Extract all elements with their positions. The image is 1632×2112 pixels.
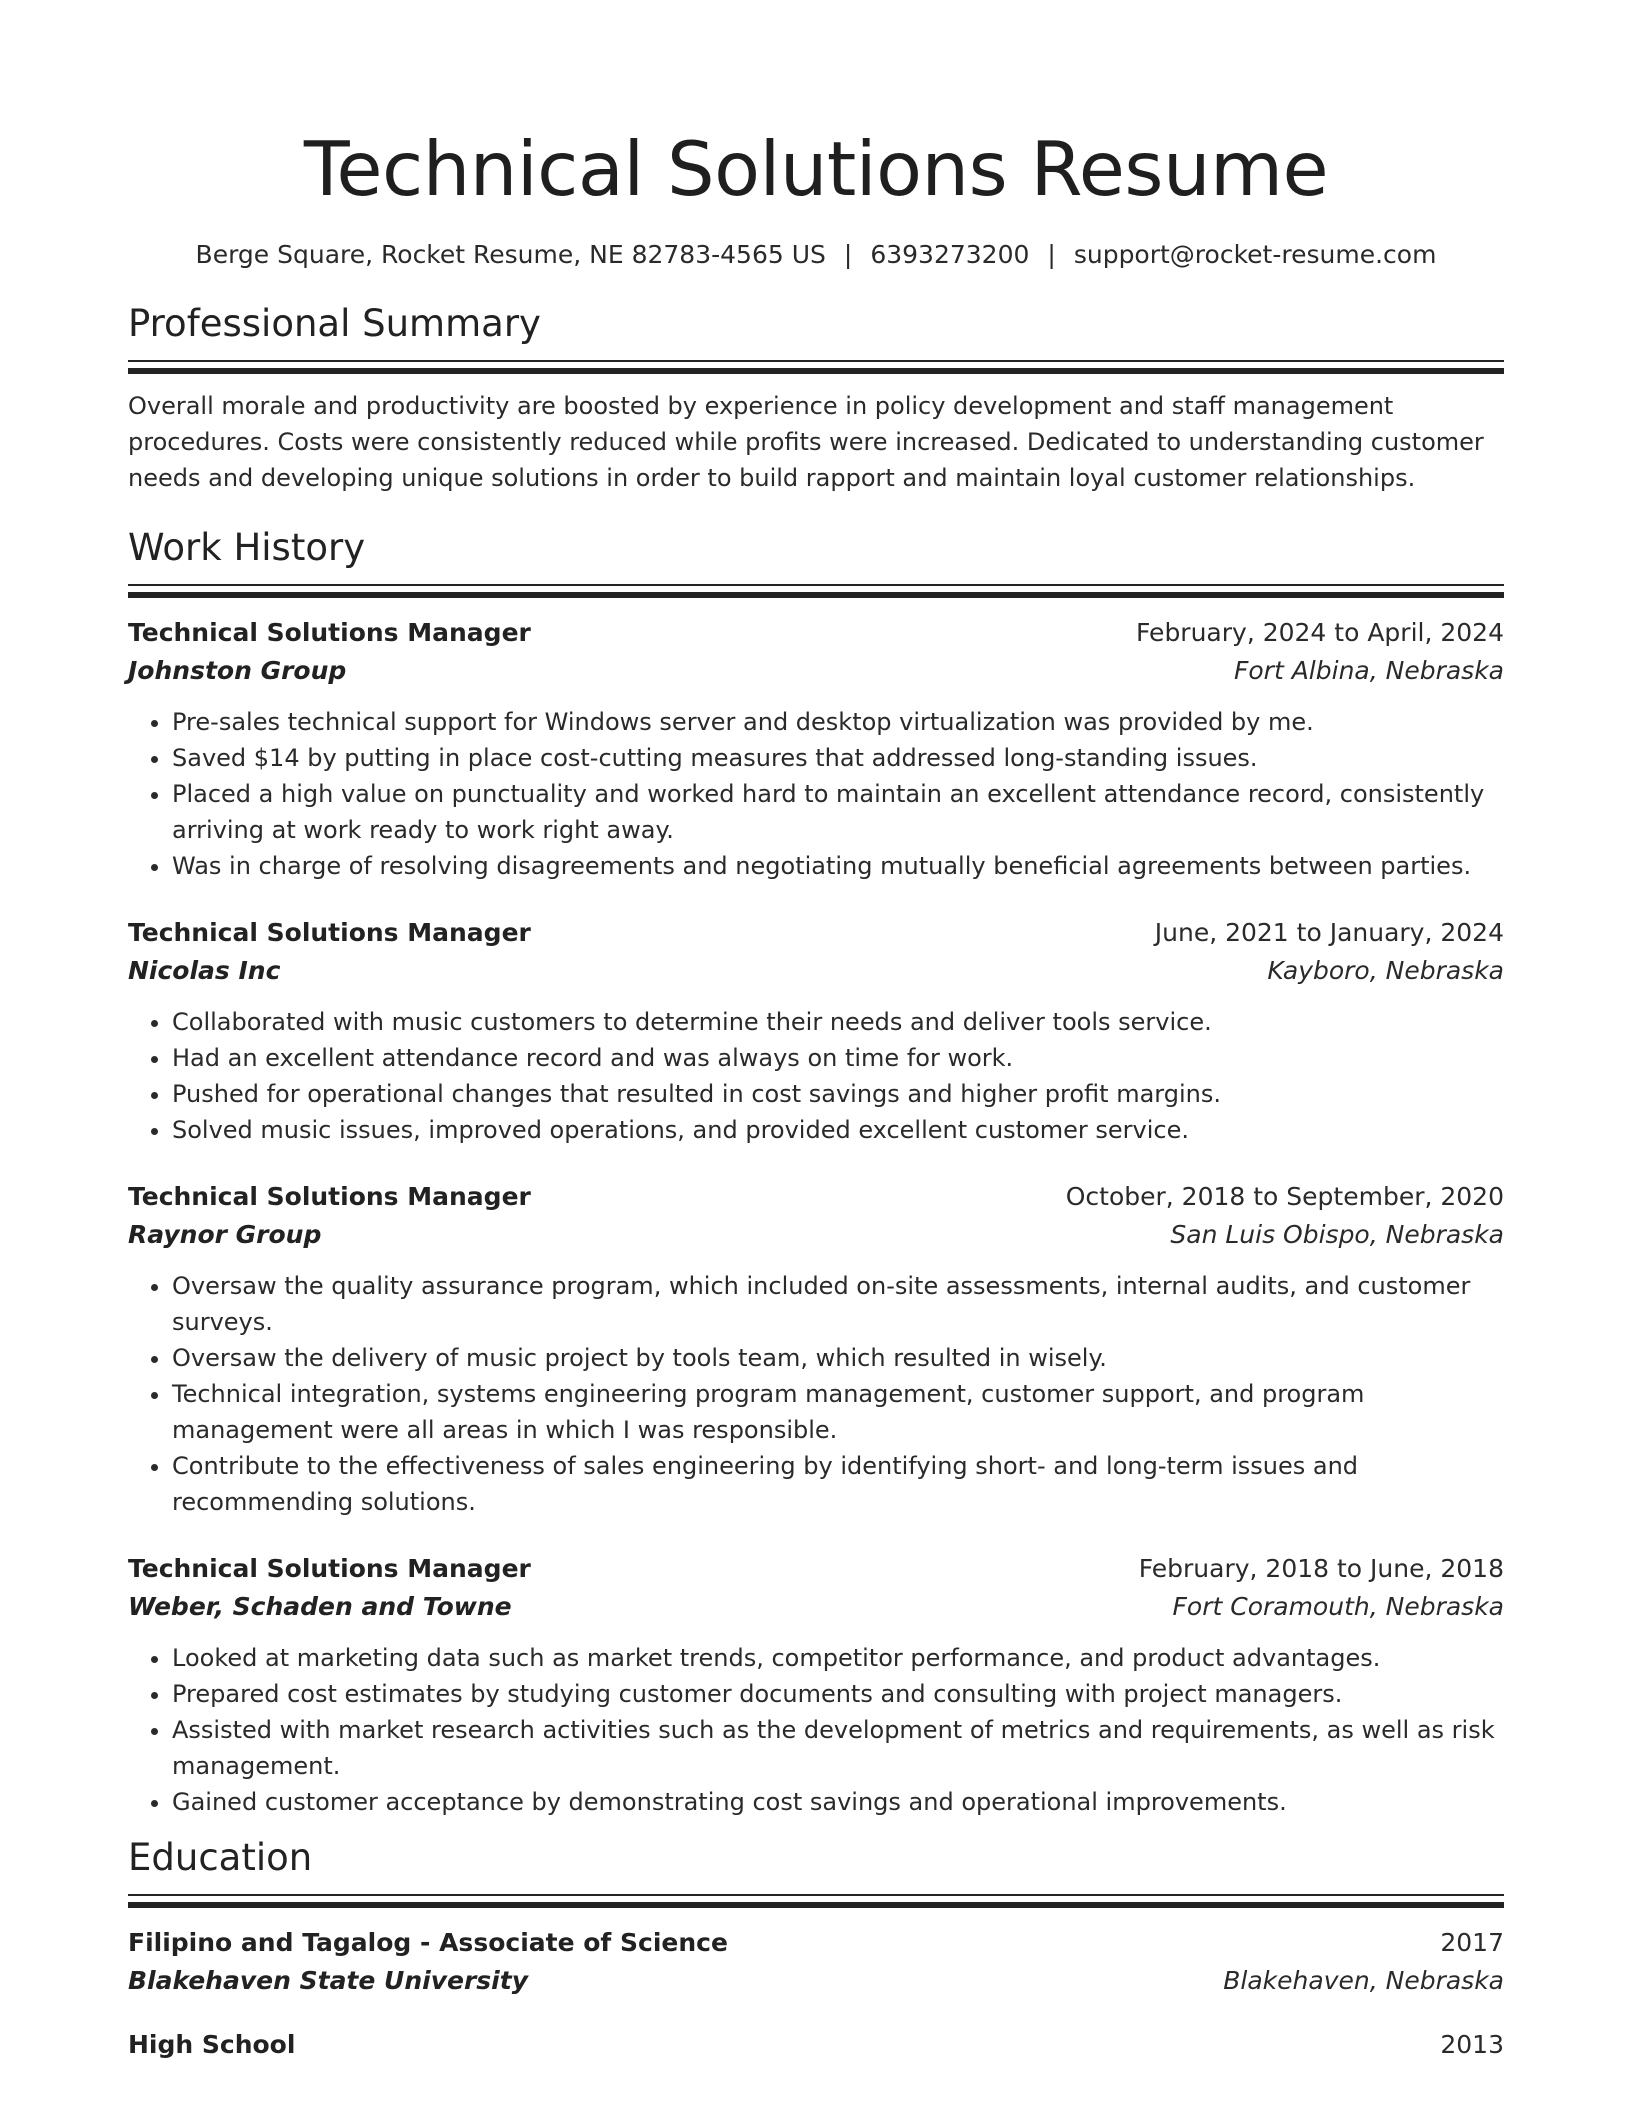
contact-separator: | (843, 240, 853, 269)
job-dates: June, 2021 to January, 2024 (1154, 918, 1504, 947)
education-section (128, 1834, 1504, 2064)
section-divider-thick (128, 592, 1504, 598)
job-title: Technical Solutions Manager (128, 618, 531, 647)
contact-email: support@rocket-resume.com (1073, 240, 1437, 269)
contact-phone: 6393273200 (870, 240, 1030, 269)
education-school-row (128, 1962, 1504, 2000)
job-location: Fort Coramouth, Nebraska (1172, 1592, 1504, 1621)
education-header-row (128, 2026, 1504, 2064)
job-bullet: • Solved music issues, improved operations, and provided excellent customer service. (172, 1112, 1504, 1148)
section-divider (128, 1894, 1504, 1896)
job-bullet: • Saved $14 by putting in place cost-cutting measures that addressed long-standing issues. (172, 740, 1504, 776)
job-dates: October, 2018 to September, 2020 (1065, 1182, 1504, 1211)
section-divider (128, 584, 1504, 586)
job-header-row (128, 614, 1504, 652)
resume-page (128, 0, 1504, 2064)
contact-line (128, 238, 1504, 272)
education-header-row (128, 1924, 1504, 1962)
job-bullet: • Pushed for operational changes that resulted in cost savings and higher profit margins. (172, 1076, 1504, 1112)
job-title: Technical Solutions Manager (128, 918, 531, 947)
job-bullet: • Gained customer acceptance by demonstrating cost savings and operational improvements. (172, 1784, 1504, 1820)
job-dates: February, 2024 to April, 2024 (1136, 618, 1504, 647)
education-entry (128, 2026, 1504, 2064)
job-title: Technical Solutions Manager (128, 1182, 531, 1211)
degree-title: Filipino and Tagalog - Associate of Science (128, 1928, 728, 1957)
job-bullet: • Oversaw the delivery of music project by tools team, which resulted in wisely. (172, 1340, 1504, 1376)
job-title: Technical Solutions Manager (128, 1554, 531, 1583)
section-title-work-history: Work History (128, 526, 366, 569)
job-bullet: • Pre-sales technical support for Windows server and desktop virtualization was provided by me. (172, 704, 1504, 740)
graduation-year: 2013 (1440, 2030, 1504, 2059)
job-bullet: • Oversaw the quality assurance program, which included on-site assessments, internal audits, and customer surveys. (172, 1268, 1504, 1340)
job-location: Kayboro, Nebraska (1267, 956, 1504, 985)
job-entry (128, 914, 1504, 1148)
job-bullet-list (128, 1268, 1504, 1520)
job-bullet: • Contribute to the effectiveness of sales engineering by identifying short- and long-term issues and recommending solutions. (172, 1448, 1504, 1520)
section-divider-thick (128, 1902, 1504, 1908)
summary-text: Overall morale and productivity are boosted by experience in policy development and staff management procedures. Costs were consistently reduced while profits were increased. Dedicated to understanding customer needs and developing unique solutions in order to build rapport and maintain loyal customer relationships. (128, 392, 1484, 492)
contact-separator: | (1047, 240, 1056, 269)
section-title-education: Education (128, 1836, 313, 1879)
section-divider-thick (128, 368, 1504, 374)
company-name: Raynor Group (128, 1220, 322, 1249)
graduation-year: 2017 (1440, 1928, 1504, 1957)
job-bullet: • Collaborated with music customers to determine their needs and deliver tools service. (172, 1004, 1504, 1040)
education-list (128, 1924, 1504, 2064)
job-bullet: • Prepared cost estimates by studying customer documents and consulting with project managers. (172, 1676, 1504, 1712)
section-divider (128, 360, 1504, 362)
job-list (128, 614, 1504, 1820)
school-name: Blakehaven State University (128, 1966, 528, 1995)
company-name: Johnston Group (128, 656, 347, 685)
job-company-row (128, 952, 1504, 990)
job-header-row (128, 1550, 1504, 1588)
job-company-row (128, 652, 1504, 690)
job-company-row (128, 1216, 1504, 1254)
job-bullet: • Assisted with market research activities such as the development of metrics and requirements, as well as risk management. (172, 1712, 1504, 1784)
job-bullet: • Had an excellent attendance record and was always on time for work. (172, 1040, 1504, 1076)
job-company-row (128, 1588, 1504, 1626)
section-title-summary: Professional Summary (128, 302, 541, 345)
contact-address: Berge Square, Rocket Resume, NE 82783-4565 US (195, 240, 826, 269)
job-bullet-list (128, 1004, 1504, 1148)
job-entry (128, 1550, 1504, 1820)
job-location: Fort Albina, Nebraska (1234, 656, 1504, 685)
job-entry (128, 614, 1504, 884)
work-history-section (128, 524, 1504, 1820)
job-bullet: • Placed a high value on punctuality and worked hard to maintain an excellent attendance record, consistently arriving at work ready to work right away. (172, 776, 1504, 848)
job-header-row (128, 1178, 1504, 1216)
job-entry (128, 1178, 1504, 1520)
job-bullet: • Technical integration, systems engineering program management, customer support, and program management were all areas in which I was responsible. (172, 1376, 1504, 1448)
school-location: Blakehaven, Nebraska (1223, 1966, 1504, 1995)
job-dates: February, 2018 to June, 2018 (1138, 1554, 1504, 1583)
job-bullet: • Looked at marketing data such as market trends, competitor performance, and product advantages. (172, 1640, 1504, 1676)
job-header-row (128, 914, 1504, 952)
education-entry (128, 1924, 1504, 2000)
resume-title: Technical Solutions Resume (303, 125, 1329, 213)
job-bullet-list (128, 704, 1504, 884)
summary-section (128, 300, 1504, 496)
company-name: Nicolas Inc (128, 956, 281, 985)
job-bullet: • Was in charge of resolving disagreements and negotiating mutually beneficial agreements between parties. (172, 848, 1504, 884)
job-location: San Luis Obispo, Nebraska (1170, 1220, 1504, 1249)
degree-title: High School (128, 2030, 296, 2059)
company-name: Weber, Schaden and Towne (128, 1592, 512, 1621)
job-bullet-list (128, 1640, 1504, 1820)
